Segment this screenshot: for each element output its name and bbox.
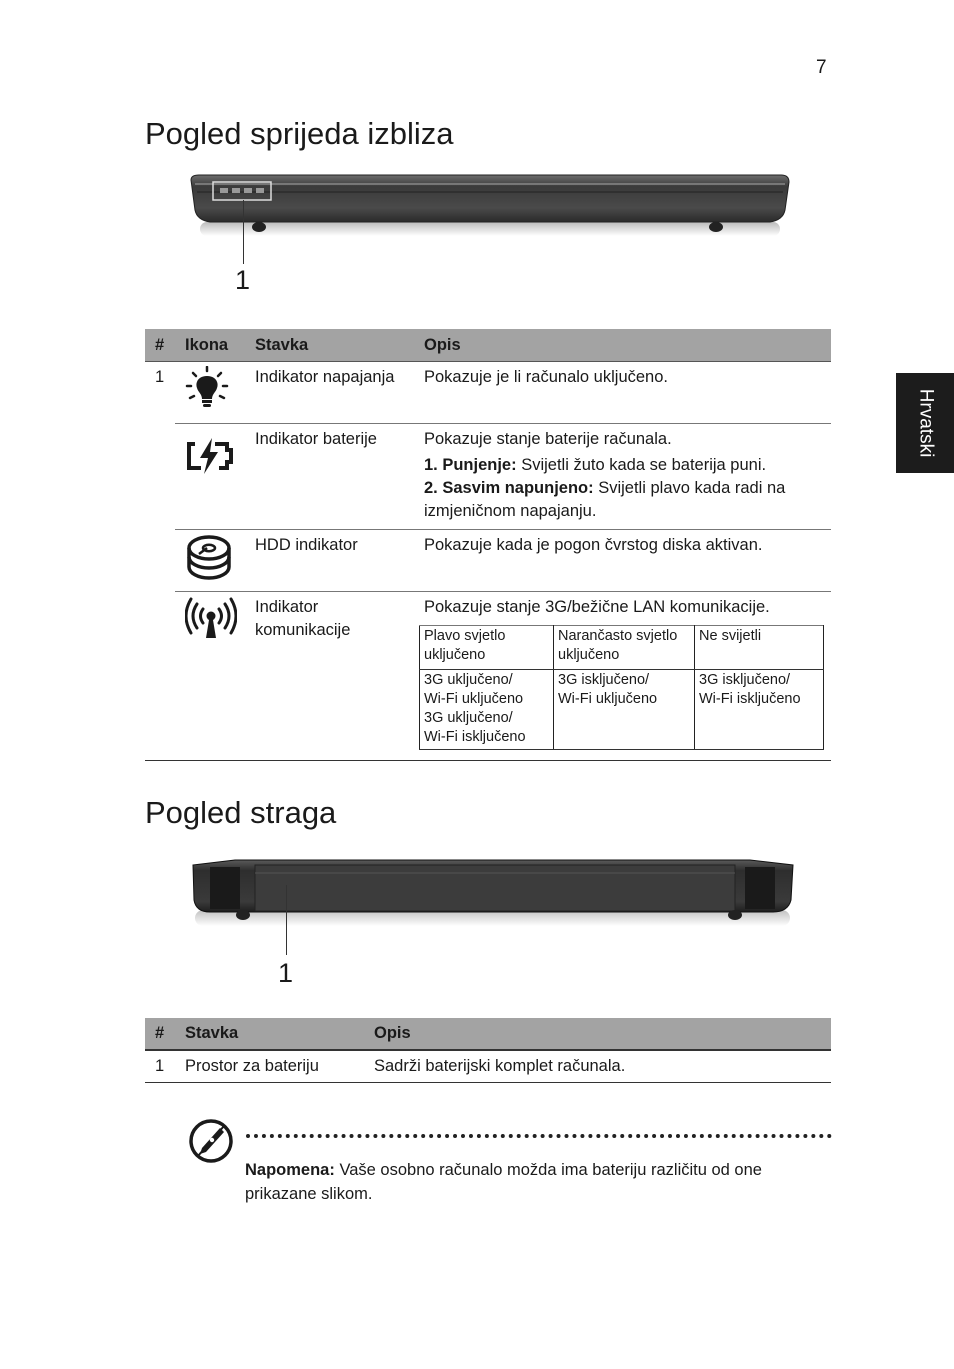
note-divider [246, 1134, 832, 1138]
table-row [145, 530, 831, 592]
row-num: 1 [145, 1050, 175, 1083]
header-desc: Opis [364, 1018, 831, 1050]
front-view-table [145, 329, 831, 761]
comm-states-header-row [420, 626, 824, 670]
wireless-icon [185, 596, 237, 640]
row-item: Prostor za bateriju [175, 1050, 364, 1083]
comm-states-value-row [420, 670, 824, 750]
front-callout-number: 1 [235, 265, 251, 295]
power-light-icon [185, 366, 229, 412]
rear-callout-line [286, 885, 287, 955]
table-header-row [145, 329, 831, 362]
row-desc: Pokazuje stanje baterije računala. [424, 430, 672, 448]
note-text [245, 1158, 805, 1206]
language-tab-label: Hrvatski [915, 388, 936, 458]
note-label: Napomena: [245, 1161, 335, 1179]
charging-label: 1. Punjenje: [424, 456, 517, 474]
table-row [145, 1050, 831, 1083]
state-orange-value: 3G isključeno/ Wi-Fi uključeno [554, 670, 695, 750]
laptop-front-image [185, 170, 795, 240]
row-desc: Sadrži baterijski komplet računala. [364, 1050, 831, 1083]
row-item: Indikator napajanja [255, 368, 395, 386]
language-tab [896, 373, 954, 473]
page-number: 7 [816, 57, 827, 78]
battery-charge-icon [185, 436, 235, 476]
row-desc: Pokazuje stanje 3G/bežične LAN komunikacije. [424, 598, 770, 616]
state-orange: Narančasto svjetlo uključeno [554, 626, 695, 670]
front-view-title: Pogled sprijeda izbliza [145, 116, 454, 151]
state-off-value: 3G isključeno/ Wi-Fi isključeno [695, 670, 824, 750]
table-row [145, 424, 831, 530]
note-pen-icon [188, 1118, 234, 1164]
row-num [145, 592, 175, 761]
charging-text: Svijetli žuto kada se baterija puni. [516, 456, 767, 474]
header-icon: Ikona [175, 329, 245, 362]
table-header-row [145, 1018, 831, 1050]
header-item: Stavka [245, 329, 414, 362]
header-item: Stavka [175, 1018, 364, 1050]
row-desc: Pokazuje kada je pogon čvrstog diska aktivan. [414, 530, 831, 592]
row-num: 1 [155, 368, 165, 386]
full-charge-text: Svijetli plavo kada radi na izmjeničnom napajanju. [424, 479, 786, 520]
state-blue-value: 3G uključeno/ Wi-Fi uključeno 3G uključeno/ Wi-Fi isključeno [420, 670, 554, 750]
rear-callout-number: 1 [278, 958, 294, 988]
row-num [145, 424, 175, 530]
row-desc: Pokazuje je li računalo uključeno. [424, 368, 668, 386]
note-body: Vaše osobno računalo možda ima bateriju različitu od one prikazane slikom. [245, 1161, 762, 1203]
row-num [145, 530, 175, 592]
state-blue: Plavo svjetlo uključeno [420, 626, 554, 670]
row-item: HDD indikator [245, 530, 414, 592]
full-charge-label: 2. Sasvim napunjeno: [424, 479, 594, 497]
state-off: Ne svijetli [695, 626, 824, 670]
comm-states-table [419, 625, 824, 750]
row-item: Indikator baterije [245, 424, 414, 530]
header-num: # [145, 1018, 175, 1050]
row-item: Indikator komunikacije [245, 592, 414, 761]
header-desc: Opis [414, 329, 831, 362]
table-row [145, 362, 831, 424]
hdd-icon [185, 534, 233, 584]
laptop-rear-image [185, 855, 800, 930]
rear-view-table [145, 1018, 831, 1083]
table-row [145, 592, 831, 761]
rear-view-title: Pogled straga [145, 795, 337, 830]
header-num: # [145, 329, 175, 362]
front-callout-line [243, 200, 244, 264]
